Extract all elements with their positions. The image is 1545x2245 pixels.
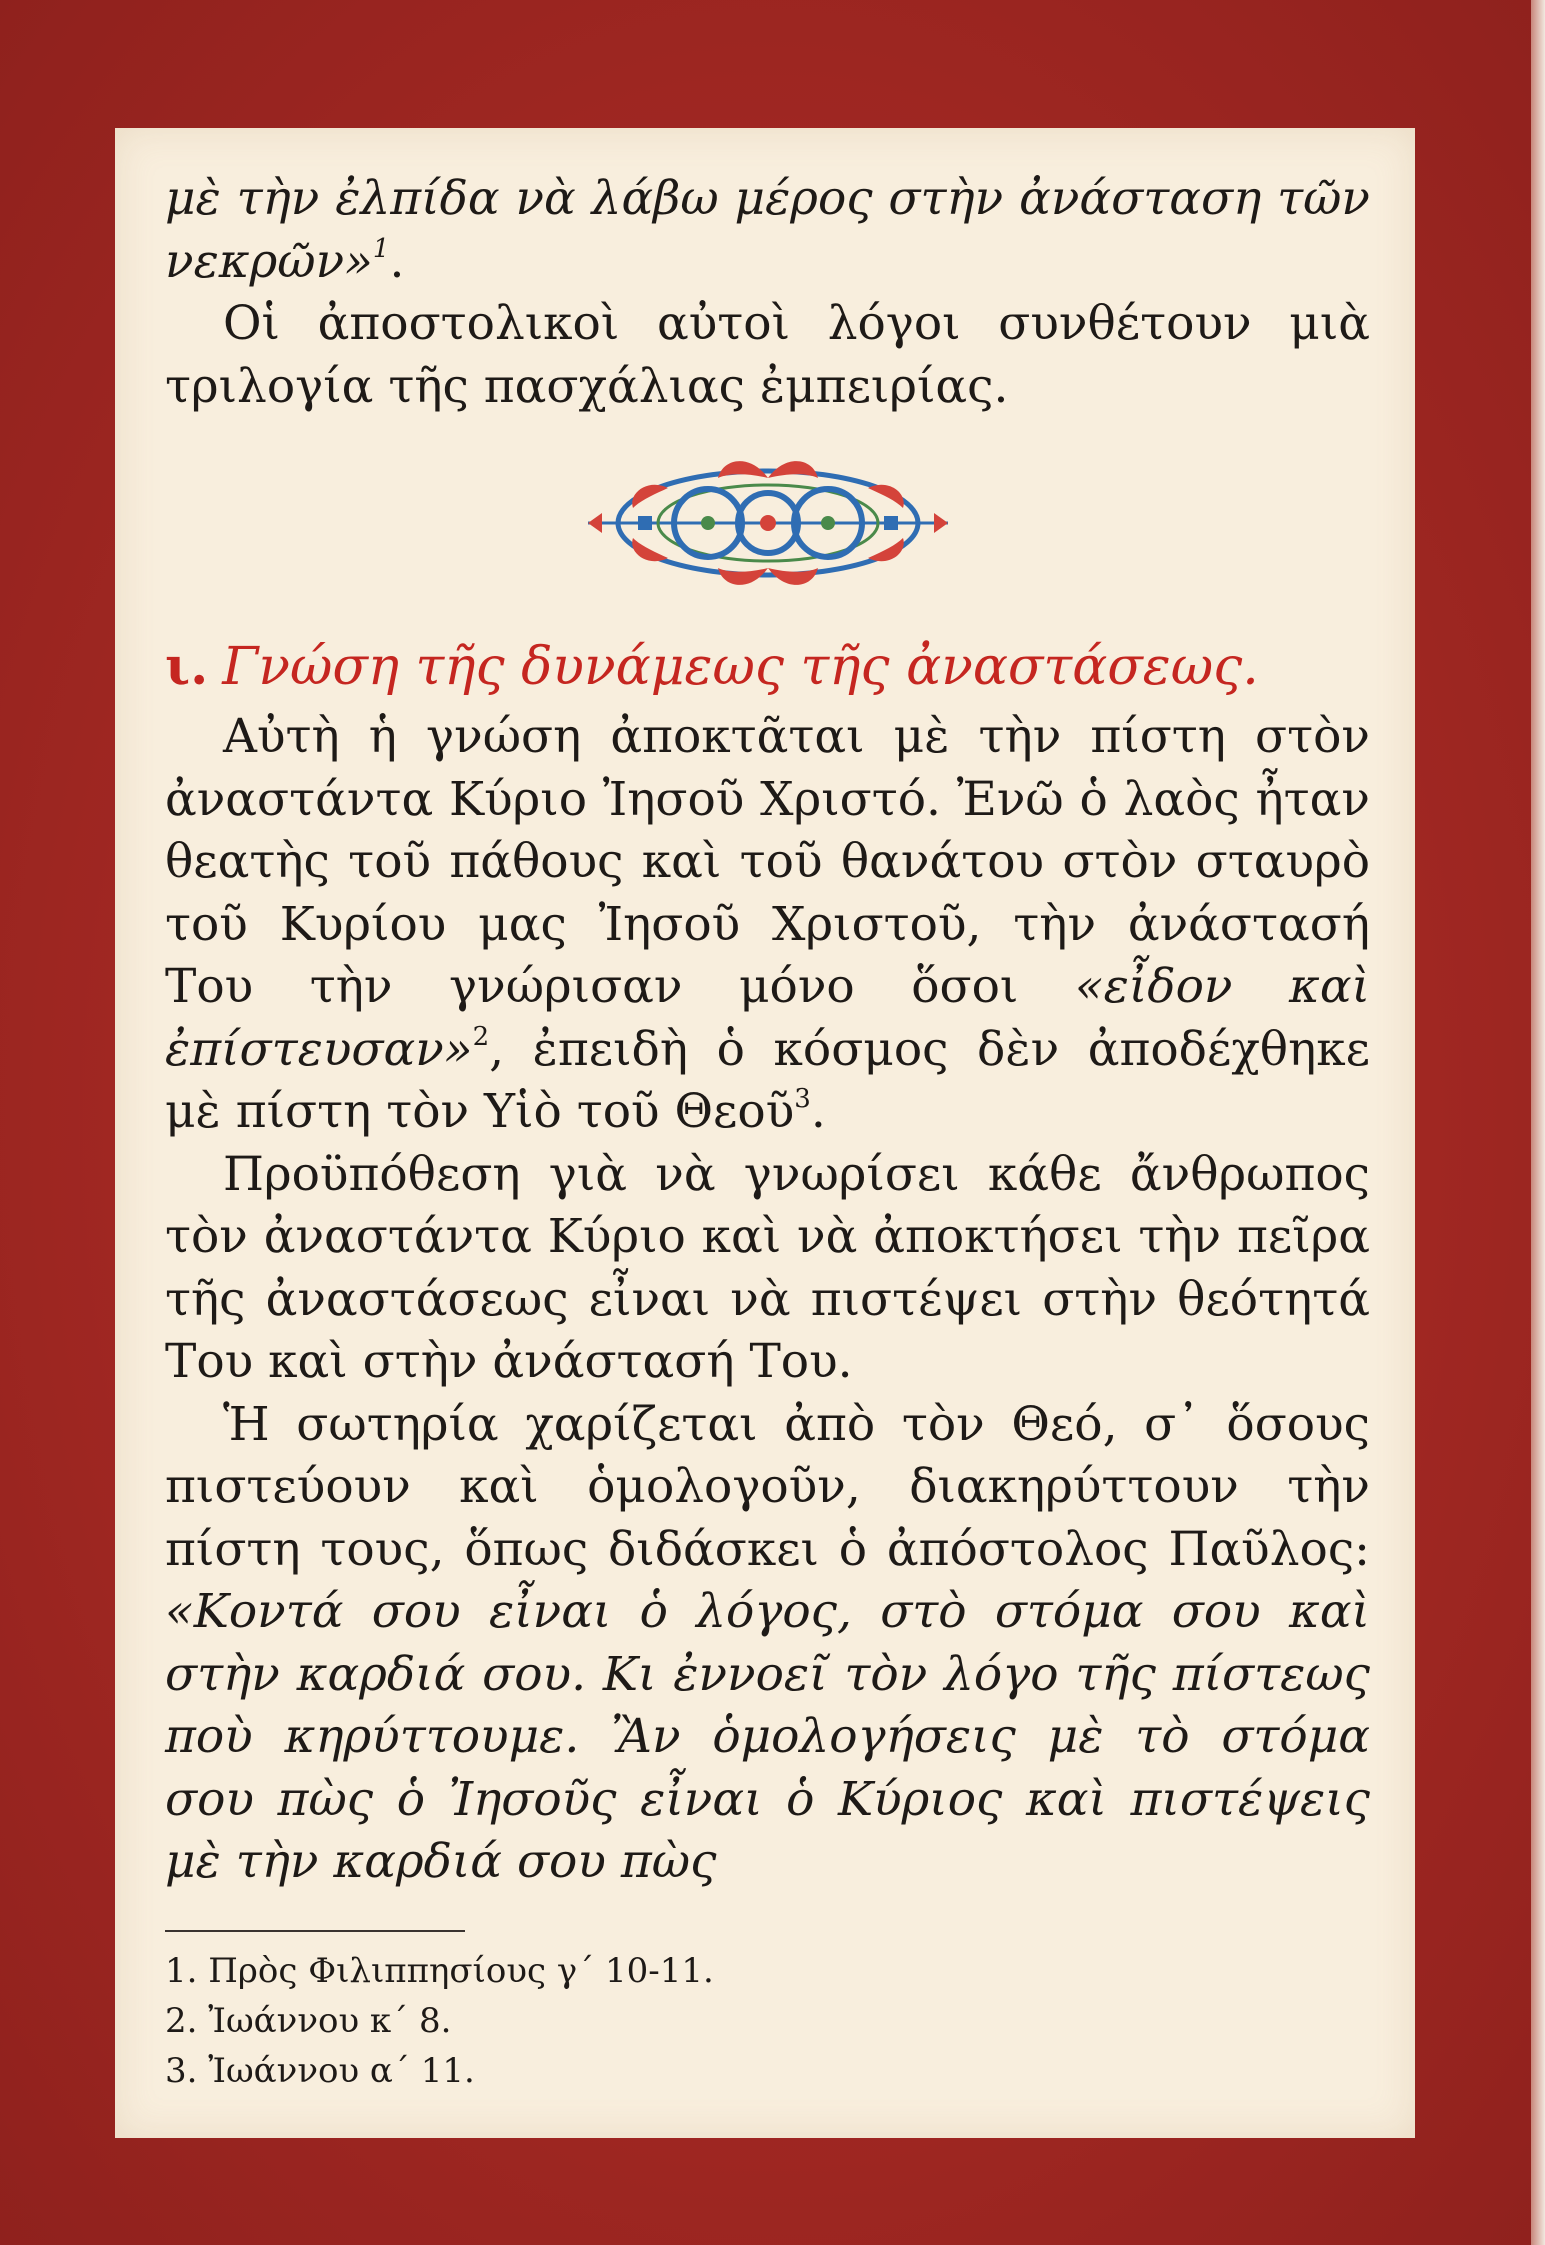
section-title: Γνώση τῆς δυνάμεως τῆς ἀναστάσεως. (222, 637, 1259, 697)
footnotes (165, 1946, 1065, 2096)
footnote-1: 1. Πρὸς Φιλιππησίους γ΄ 10-11. (165, 1951, 714, 1991)
section-heading (165, 628, 1370, 706)
section-number: ι. (165, 636, 209, 697)
floral-ornament-icon (578, 448, 958, 598)
knowledge-text-b: , ἐπειδὴ ὁ κόσμος δὲν ἀποδέχθηκε μὲ πίστη τὸν Υἱὸ τοῦ Θεοῦ (165, 1021, 1370, 1139)
footnote-divider (165, 1930, 465, 1932)
knowledge-text-a: Αὐτὴ ἡ γνώση ἀποκτᾶται μὲ τὴν πίστη στὸν ἀναστάντα Κύριο Ἰησοῦ Χριστό. Ἐνῶ ὁ λαὸς ἦταν θεατὴς τοῦ πάθους καὶ τοῦ θανάτου στὸν σταυρὸ τοῦ Κυρίου μας Ἰησοῦ Χριστοῦ, τὴν ἀνάστασή Του τὴν γνώρισαν μόνο ὅσοι (165, 709, 1370, 1014)
footnote-ref-1: 1 (372, 233, 390, 264)
page-edge (1531, 0, 1545, 2245)
paragraph-knowledge (165, 706, 1370, 1144)
paragraph-prerequisite: Προϋπόθεση γιὰ νὰ γνωρίσει κάθε ἄνθρωπος τὸν ἀναστάντα Κύριο καὶ νὰ ἀποκτήσει τὴν πεῖρα τῆς ἀναστάσεως εἶναι νὰ πιστέψει στὴν θεότητά Του καὶ στὴν ἀνάστασή Του. (165, 1146, 1370, 1389)
knowledge-text-c: . (810, 1084, 826, 1139)
continuation-end: . (389, 233, 405, 289)
salvation-text: Ἡ σωτηρία χαρίζεται ἀπὸ τὸν Θεό, σ᾽ ὅσους πιστεύουν καὶ ὁμολογοῦν, διακηρύττουν τὴν πίστη τους, ὅπως διδάσκει ὁ ἀπόστολος Παῦλος: (165, 1396, 1370, 1577)
ornament-divider (165, 448, 1370, 598)
book-page (115, 128, 1415, 2138)
paragraph-continuation (165, 168, 1370, 293)
paragraph-salvation (165, 1394, 1370, 1894)
footnote-ref-3: 3 (794, 1084, 811, 1114)
paragraph-trilogy: Οἱ ἀποστολικοὶ αὐτοὶ λόγοι συνθέτουν μιὰ τριλογία τῆς πασχάλιας ἐμπειρίας. (165, 296, 1370, 414)
salvation-quote: «Κοντά σου εἶναι ὁ λόγος, στὸ στόμα σου καὶ στὴν καρδιά σου. Κι ἐννοεῖ τὸν λόγο τῆς πίστεως ποὺ κηρύττουμε. Ἂν ὁμολογήσεις μὲ τὸ στόμα σου πὼς ὁ Ἰησοῦς εἶναι ὁ Κύριος καὶ πιστέψεις μὲ τὴν καρδιά σου πὼς (165, 1584, 1370, 1889)
footnote-ref-2: 2 (472, 1021, 490, 1052)
footnote-3: 3. Ἰωάννου α΄ 11. (165, 2051, 475, 2091)
continuation-quote: μὲ τὴν ἐλπίδα νὰ λάβω μέρος στὴν ἀνάσταση τῶν νεκρῶν» (165, 171, 1370, 289)
knowledge-quote: «εἶδον καὶ ἐπίστευσαν» (165, 959, 1371, 1077)
footnote-2: 2. Ἰωάννου κ΄ 8. (165, 2001, 452, 2041)
page-text (165, 168, 1370, 1894)
